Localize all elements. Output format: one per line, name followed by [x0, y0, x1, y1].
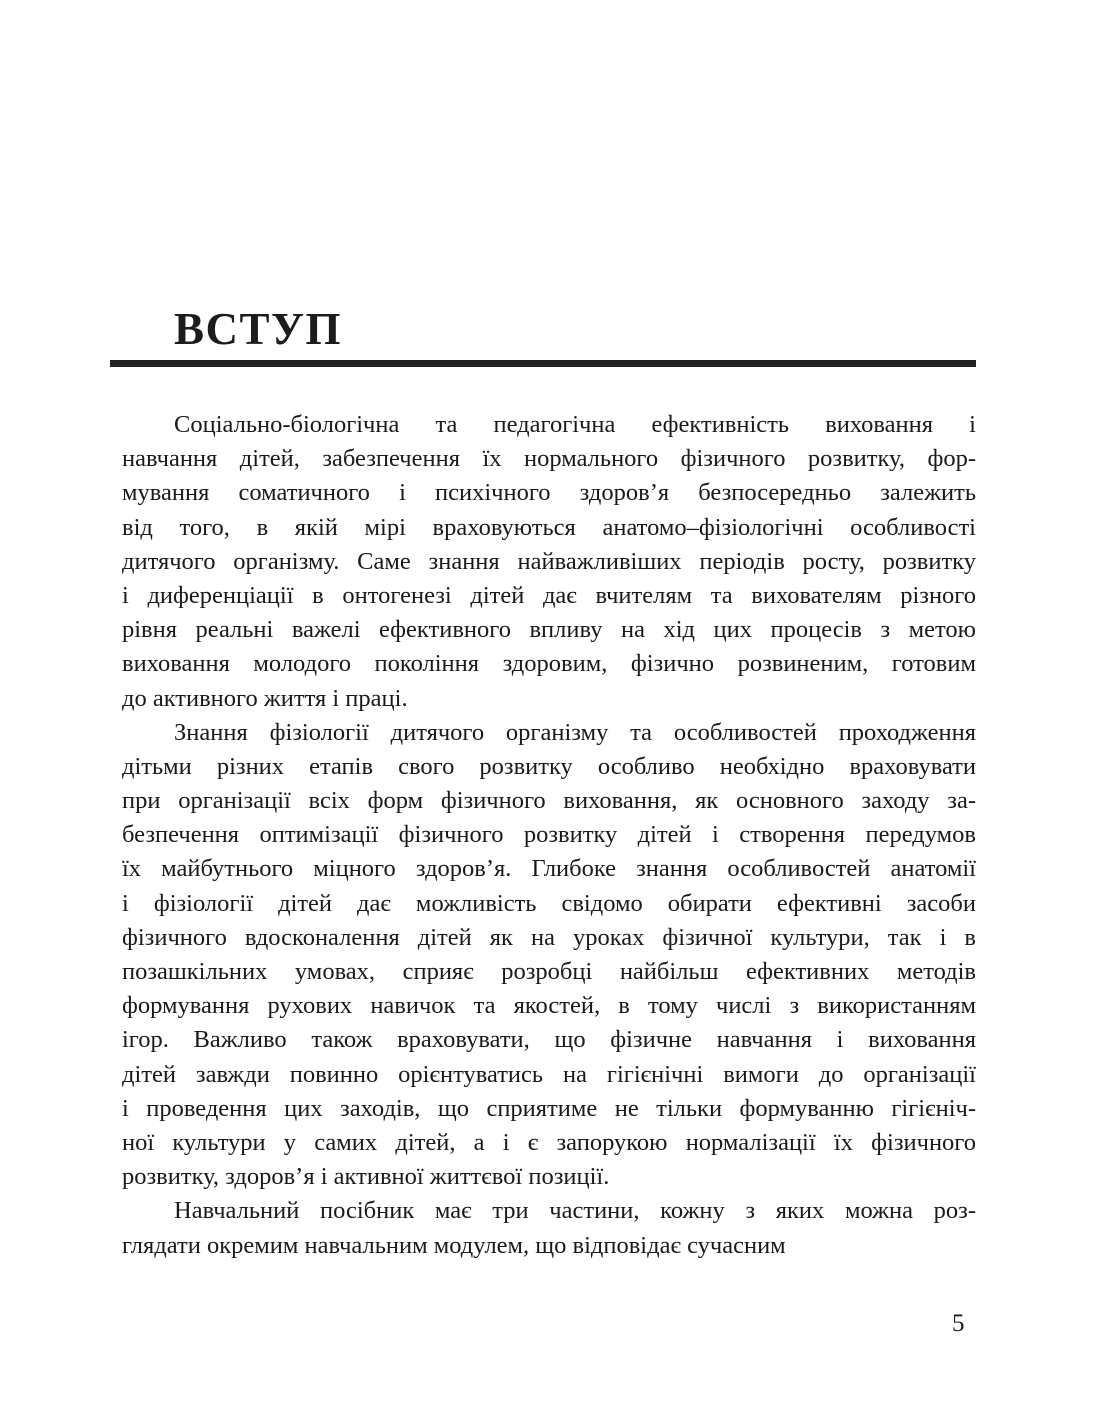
text-line: мування соматичного і психічного здоров’я безпосередньо залежить — [122, 479, 976, 507]
text-line — [122, 1194, 976, 1228]
paragraph — [122, 1194, 976, 1262]
text-line: і фізіології дітей дає можливість свідомо обирати ефективні засоби — [122, 889, 976, 917]
text-line: дитячого організму. Саме знання найважливіших періодів росту, розвитку — [122, 547, 976, 575]
text-line — [122, 408, 976, 442]
text-line: навчання дітей, забезпечення їх нормального фізичного розвитку, фор- — [122, 445, 976, 473]
text-line: до активного життя і праці. — [122, 684, 408, 712]
text-line: і проведення цих заходів, що сприятиме не тільки формуванню гігієніч- — [122, 1094, 976, 1122]
text-line: позашкільних умовах, сприяє розробці найбільш ефективних методів — [122, 958, 976, 985]
page-number: 5 — [952, 1310, 965, 1337]
text-line: від того, в якій мірі враховуються анатомо–фізіологічні особливості — [122, 513, 976, 541]
text-line: рівня реальні важелі ефективного впливу на хід цих процесів з метою — [122, 616, 976, 644]
text-line: їх майбутнього міцного здоров’я. Глибоке знання особливостей анатомії — [122, 855, 976, 883]
line-text: Соціально-біологічна та педагогічна ефективність виховання і — [174, 411, 976, 438]
text-line: глядати окремим навчальним модулем, що відповідає сучасним — [122, 1231, 786, 1259]
line-text: Навчальний посібник має три частини, кожну з яких можна роз- — [174, 1197, 976, 1225]
body-text — [122, 408, 976, 1263]
line-text: Знання фізіології дитячого організму та особливостей проходження — [174, 718, 976, 746]
text-line: розвитку, здоров’я і активної життєвої позиції. — [122, 1163, 610, 1191]
paragraph — [122, 716, 976, 1195]
title-divider — [110, 360, 976, 367]
text-line: формування рухових навичок та якостей, в тому числі з використанням — [122, 992, 976, 1020]
text-line: дітьми різних етапів свого розвитку особливо необхідно враховувати — [122, 752, 976, 780]
text-line — [122, 716, 976, 750]
text-line: безпечення оптимізації фізичного розвитку дітей і створення передумов — [122, 821, 976, 849]
page-title: ВСТУП — [174, 304, 343, 355]
paragraph — [122, 408, 976, 716]
text-line: ігор. Важливо також враховувати, що фізичне навчання і виховання — [122, 1026, 976, 1054]
text-line: виховання молодого покоління здоровим, фізично розвиненим, готовим — [122, 650, 976, 678]
text-line: фізичного вдосконалення дітей як на уроках фізичної культури, так і в — [122, 923, 976, 951]
text-line: ної культури у самих дітей, а і є запорукою нормалізації їх фізичного — [122, 1128, 976, 1156]
text-line: дітей завжди повинно орієнтуватись на гігієнічні вимоги до організації — [122, 1060, 976, 1088]
text-line: при організації всіх форм фізичного виховання, як основного заходу за- — [122, 787, 976, 815]
text-line: і диференціації в онтогенезі дітей дає вчителям та вихователям різного — [122, 581, 976, 609]
